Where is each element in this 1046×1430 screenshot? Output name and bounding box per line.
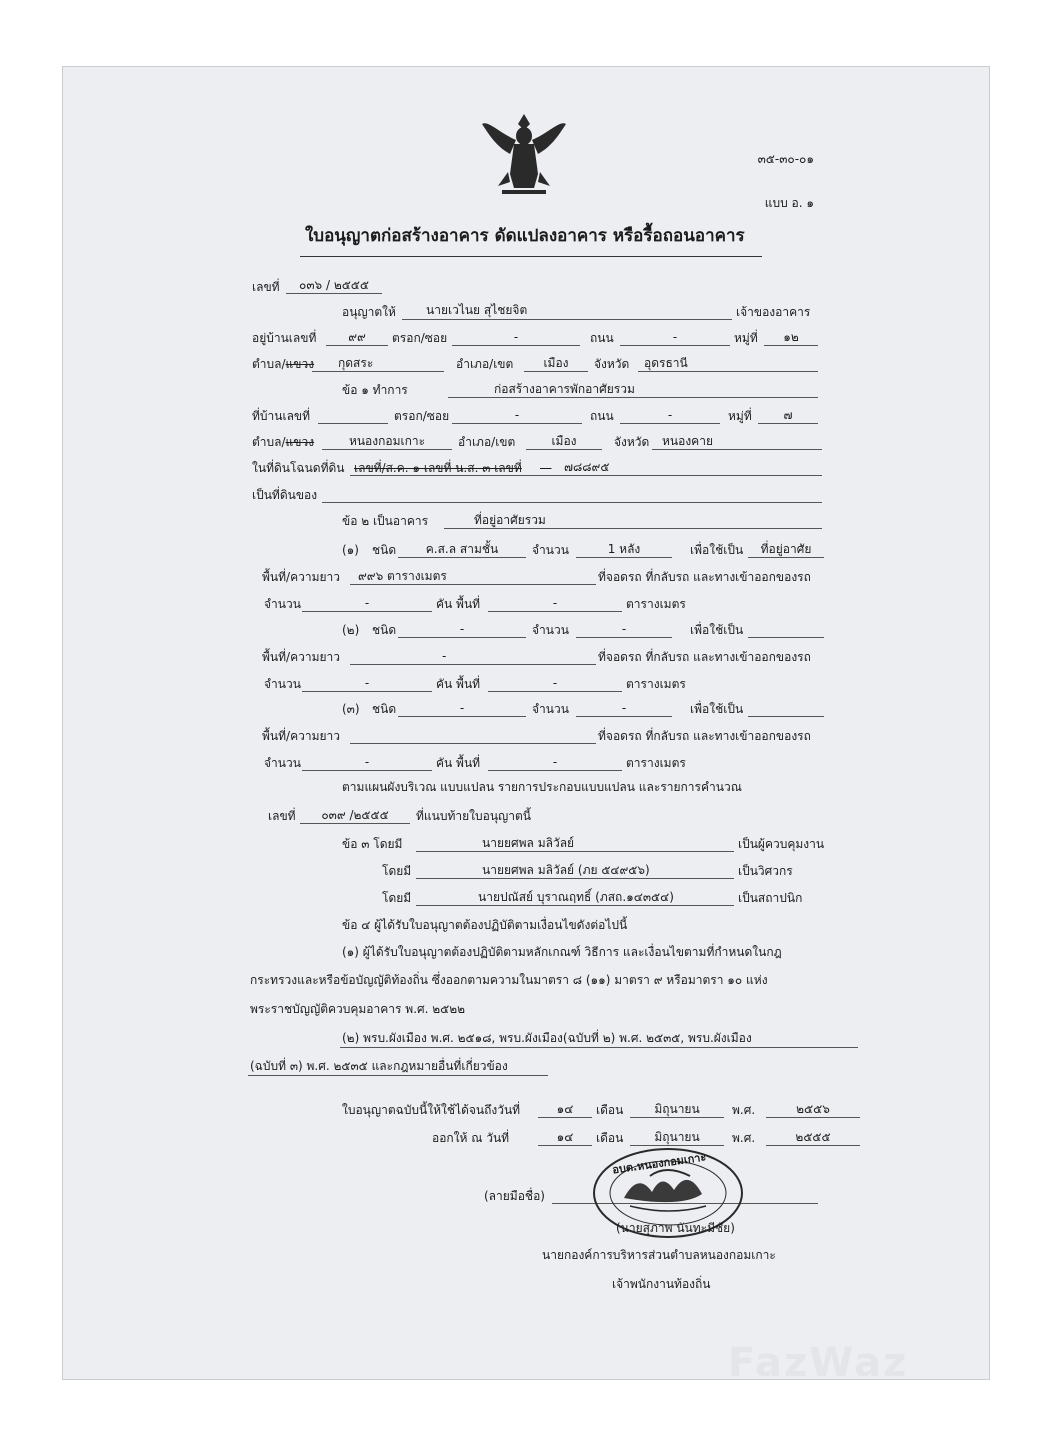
- field-line: [350, 475, 822, 476]
- field-line: [748, 557, 824, 558]
- field-line: [248, 1075, 548, 1076]
- field-line: [398, 557, 526, 558]
- field-line: [452, 423, 582, 424]
- item-qty: -: [621, 622, 627, 636]
- plan-number: ๐๓๙ /๒๕๕๕: [321, 808, 389, 822]
- c1-province: หนองคาย: [662, 434, 713, 448]
- item-area-label: พื้นที่/ความยาว: [262, 729, 340, 743]
- field-line: [620, 345, 730, 346]
- alley-label: ตรอก/ซอย: [392, 331, 448, 345]
- valid-day: ๑๔: [556, 1102, 574, 1116]
- item-use: ที่อยู่อาศัย: [760, 542, 812, 556]
- land-struck-dash: [540, 460, 560, 476]
- owner-amphoe: เมือง: [543, 356, 569, 370]
- tambon-struck: แขวง: [285, 357, 315, 371]
- field-line: [302, 611, 432, 612]
- amphoe-label: อำเภอ/เขต: [456, 357, 514, 371]
- field-line: [638, 371, 818, 372]
- item-car-area: -: [552, 755, 558, 769]
- field-line: [416, 878, 734, 879]
- item-count-label: จำนวน: [264, 597, 301, 611]
- field-line: [322, 502, 822, 503]
- item-sqm-label: ตารางเมตร: [626, 677, 686, 691]
- owner-road: -: [672, 330, 678, 344]
- item-car-area: -: [552, 676, 558, 690]
- valid-year-label: พ.ศ.: [732, 1103, 756, 1117]
- land-struck-text: เลขที่/ส.ค. ๑ เลขที่ น.ส. ๓ เลขที่: [354, 461, 522, 475]
- engineer-role: เป็นวิศวกร: [738, 864, 793, 878]
- moo-label: หมู่ที่: [734, 331, 758, 345]
- clause4-label: ข้อ ๔ ผู้ได้รับใบอนุญาตต้องปฏิบัติตามเงื่อนไขดังต่อไปนี้: [342, 918, 628, 932]
- field-line: [576, 716, 672, 717]
- item-qty: 1 หลัง: [607, 542, 641, 556]
- field-line: [302, 691, 432, 692]
- valid-year: ๒๕๕๖: [796, 1102, 830, 1116]
- field-line: [350, 584, 596, 585]
- item-use-label: เพื่อใช้เป็น: [690, 702, 744, 716]
- c1-moo: ๗: [783, 408, 793, 422]
- issued-year-label: พ.ศ.: [732, 1131, 756, 1145]
- field-line: [448, 397, 818, 398]
- c1-moo-label: หมู่ที่: [728, 409, 752, 423]
- owner-province: อุดรธานี: [644, 356, 688, 370]
- owner-label: เจ้าของอาคาร: [736, 305, 811, 319]
- valid-month: มิถุนายน: [654, 1102, 700, 1116]
- item-count: -: [364, 676, 370, 690]
- architect-by-label: โดยมี: [382, 891, 412, 905]
- item-use-label: เพื่อใช้เป็น: [690, 543, 744, 557]
- field-line: [398, 716, 526, 717]
- item-parking-label: ที่จอดรถ ที่กลับรถ และทางเข้าออกของรถ: [598, 650, 811, 664]
- plan-suffix: ที่แนบท้ายใบอนุญาตนี้: [416, 809, 531, 823]
- field-line: [526, 449, 602, 450]
- condition1-line3: พระราชบัญญัติควบคุมอาคาร พ.ศ. ๒๕๒๒: [250, 1002, 466, 1016]
- field-line: [488, 691, 622, 692]
- land-deed-number: ๗๘๘๙๕: [564, 460, 610, 474]
- item-count-label: จำนวน: [264, 677, 301, 691]
- signature-label: (ลายมือชื่อ): [484, 1189, 545, 1203]
- owner-tambon: กุดสระ: [338, 356, 374, 370]
- issued-day: ๑๔: [556, 1130, 574, 1144]
- field-line: [748, 637, 824, 638]
- item-count: -: [364, 755, 370, 769]
- clause2-label: ข้อ ๒ เป็นอาคาร: [342, 514, 429, 528]
- field-line: [748, 716, 824, 717]
- item-qty-label: จำนวน: [532, 543, 569, 557]
- plan-text: ตามแผนผังบริเวณ แบบแปลน รายการประกอบแบบแปลน และรายการคำนวณ: [342, 780, 742, 794]
- item-area: -: [442, 649, 447, 663]
- field-line: [444, 528, 822, 529]
- field-line: [538, 1145, 592, 1146]
- field-line: [312, 371, 444, 372]
- supervisor-name: นายยศพล มลิวัลย์: [482, 836, 575, 850]
- road-label: ถนน: [590, 331, 614, 345]
- c1-amphoe: เมือง: [551, 434, 577, 448]
- title-underline: [300, 256, 762, 257]
- owner-house-no: ๙๙: [348, 330, 366, 344]
- item-qty: -: [621, 701, 627, 715]
- tambon-label-text: ตำบล/: [252, 357, 286, 371]
- condition1-line1: (๑) ผู้ได้รับใบอนุญาตต้องปฏิบัติตามหลักเกณฑ์ วิธีการ และเงื่อนไขตามที่กำหนดในกฎ: [342, 945, 782, 959]
- field-line: [452, 345, 580, 346]
- owner-moo: ๑๒: [783, 330, 799, 344]
- valid-month-label: เดือน: [596, 1103, 624, 1117]
- c1-alley-label: ตรอก/ซอย: [394, 409, 450, 423]
- field-line: [652, 449, 822, 450]
- tambon-label: [252, 356, 314, 372]
- province-label: จังหวัด: [594, 357, 630, 371]
- grantee-name: นายเวไนย สุไชยจิต: [426, 303, 528, 317]
- permit-number: ๐๓๖ / ๒๕๕๕: [299, 278, 369, 292]
- plan-no-label: เลขที่: [268, 809, 296, 823]
- grant-to-label: อนุญาตให้: [342, 305, 396, 319]
- item-parking-label: ที่จอดรถ ที่กลับรถ และทางเข้าออกของรถ: [598, 729, 811, 743]
- field-line: [416, 851, 734, 852]
- item-type: -: [459, 622, 465, 636]
- field-line: [326, 345, 388, 346]
- form-number: แบบ อ. ๑: [764, 196, 814, 210]
- field-line: [576, 557, 672, 558]
- watermark-logo: FazWaz: [728, 1340, 909, 1386]
- item-qty-label: จำนวน: [532, 623, 569, 637]
- condition2-line1: (๒) พรบ.ผังเมือง พ.ศ. ๒๕๑๘, พรบ.ผังเมือง(ฉบับที่ ๒) พ.ศ. ๒๕๓๕, พรบ.ผังเมือง: [342, 1031, 752, 1045]
- signatory-name: (นายสุภาพ นันทะมีชัย): [616, 1221, 735, 1235]
- field-line: [322, 449, 452, 450]
- seal-text: อบต.หนองกอมเกาะ: [611, 1150, 708, 1177]
- item-sqm-label: ตารางเมตร: [626, 756, 686, 770]
- field-line: [350, 743, 596, 744]
- c1-road-label: ถนน: [590, 409, 614, 423]
- field-line: [758, 423, 818, 424]
- field-line: [766, 1117, 860, 1118]
- field-line: [488, 611, 622, 612]
- field-line: [340, 1047, 858, 1048]
- item-qty-label: จำนวน: [532, 702, 569, 716]
- c1-road: -: [667, 408, 673, 422]
- field-line: [350, 664, 596, 665]
- clause2-building: ที่อยู่อาศัยรวม: [474, 513, 546, 527]
- land-owner-label: เป็นที่ดินของ: [252, 488, 318, 502]
- signatory-role: เจ้าพนักงานท้องถิ่น: [612, 1277, 711, 1291]
- c1-tambon-struck: แขวง: [285, 435, 315, 449]
- field-line: [416, 905, 734, 906]
- field-line: [524, 371, 588, 372]
- field-line: [766, 1145, 860, 1146]
- item-no: (๒): [342, 623, 360, 637]
- field-line: [630, 1117, 724, 1118]
- issued-label: ออกให้ ณ วันที่: [432, 1131, 510, 1145]
- item-type: ค.ส.ล สามชั้น: [425, 542, 499, 556]
- issued-month: มิถุนายน: [654, 1130, 700, 1144]
- clause1-label: ข้อ ๑ ทำการ: [342, 383, 408, 397]
- item-car-label: คัน พื้นที่: [436, 756, 481, 770]
- clause1-work: ก่อสร้างอาคารพักอาศัยรวม: [494, 382, 635, 396]
- issued-month-label: เดือน: [596, 1131, 624, 1145]
- engineer-by-label: โดยมี: [382, 864, 412, 878]
- field-line: [318, 423, 388, 424]
- field-line: [764, 345, 818, 346]
- signatory-position: นายกองค์การบริหารส่วนตำบลหนองกอมเกาะ: [542, 1248, 776, 1262]
- item-type-label: ชนิด: [372, 623, 397, 637]
- architect-role: เป็นสถาปนิก: [738, 891, 803, 905]
- item-type-label: ชนิด: [372, 702, 397, 716]
- item-no: (๑): [342, 543, 359, 557]
- item-area-label: พื้นที่/ความยาว: [262, 650, 340, 664]
- c1-alley: -: [514, 408, 520, 422]
- condition2-line2: (ฉบับที่ ๓) พ.ศ. ๒๕๓๕ และกฎหมายอื่นที่เกี่ยวข้อง: [250, 1059, 508, 1073]
- field-line: [488, 770, 622, 771]
- document-title: ใบอนุญาตก่อสร้างอาคาร ดัดแปลงอาคาร หรือรื้อถอนอาคาร: [305, 226, 745, 246]
- architect-name: นายปณัสย์ บุราณฤทธิ์ (ภสถ.๑๔๓๕๔): [478, 890, 674, 904]
- clause3-label: ข้อ ๓ โดยมี: [342, 837, 403, 851]
- field-line: [576, 637, 672, 638]
- c1-province-label: จังหวัด: [614, 435, 650, 449]
- c1-tambon-label-text: ตำบล/: [252, 435, 286, 449]
- field-line: [398, 637, 526, 638]
- item-use-label: เพื่อใช้เป็น: [690, 623, 744, 637]
- condition1-line2: กระทรวงและหรือข้อบัญญัติท้องถิ่น ซึ่งออกตามความในมาตรา ๘ (๑๑) มาตรา ๙ หรือมาตรา ๑๐ แห่ง: [250, 973, 768, 987]
- house-no-label: อยู่บ้านเลขที่: [252, 331, 317, 345]
- valid-until-label: ใบอนุญาตฉบับนี้ให้ใช้ได้จนถึงวันที่: [342, 1103, 521, 1117]
- item-no: (๓): [342, 702, 360, 716]
- item-car-area: -: [552, 596, 558, 610]
- c1-house-label: ที่บ้านเลขที่: [252, 409, 311, 423]
- owner-alley: -: [513, 330, 519, 344]
- field-line: [538, 1117, 592, 1118]
- item-parking-label: ที่จอดรถ ที่กลับรถ และทางเข้าออกของรถ: [598, 570, 811, 584]
- item-car-label: คัน พื้นที่: [436, 597, 481, 611]
- permit-document: [62, 66, 990, 1380]
- item-area-label: พื้นที่/ความยาว: [262, 570, 340, 584]
- field-line: [620, 423, 720, 424]
- document-code: ๓๕-๓๐-๐๑: [757, 152, 814, 166]
- c1-amphoe-label: อำเภอ/เขต: [458, 435, 516, 449]
- item-count-label: จำนวน: [264, 756, 301, 770]
- item-type-label: ชนิด: [372, 543, 397, 557]
- field-line: [302, 770, 432, 771]
- issued-year: ๒๕๕๕: [795, 1130, 831, 1144]
- c1-tambon: หนองกอมเกาะ: [348, 434, 426, 448]
- garuda-emblem: [478, 110, 570, 200]
- land-title-label: ในที่ดินโฉนดที่ดิน: [252, 461, 345, 475]
- c1-tambon-label: [252, 434, 314, 450]
- permit-no-label: เลขที่: [252, 280, 280, 294]
- item-count: -: [364, 596, 370, 610]
- engineer-name: นายยศพล มลิวัลย์ (ภย ๕๔๙๕๖): [482, 863, 650, 877]
- supervisor-role: เป็นผู้ควบคุมงาน: [738, 837, 825, 851]
- item-type: -: [459, 701, 465, 715]
- item-area: ๙๙๖ ตารางเมตร: [358, 569, 447, 583]
- item-car-label: คัน พื้นที่: [436, 677, 481, 691]
- field-line: [286, 293, 382, 294]
- item-sqm-label: ตารางเมตร: [626, 597, 686, 611]
- field-line: [402, 319, 732, 320]
- field-line: [300, 823, 410, 824]
